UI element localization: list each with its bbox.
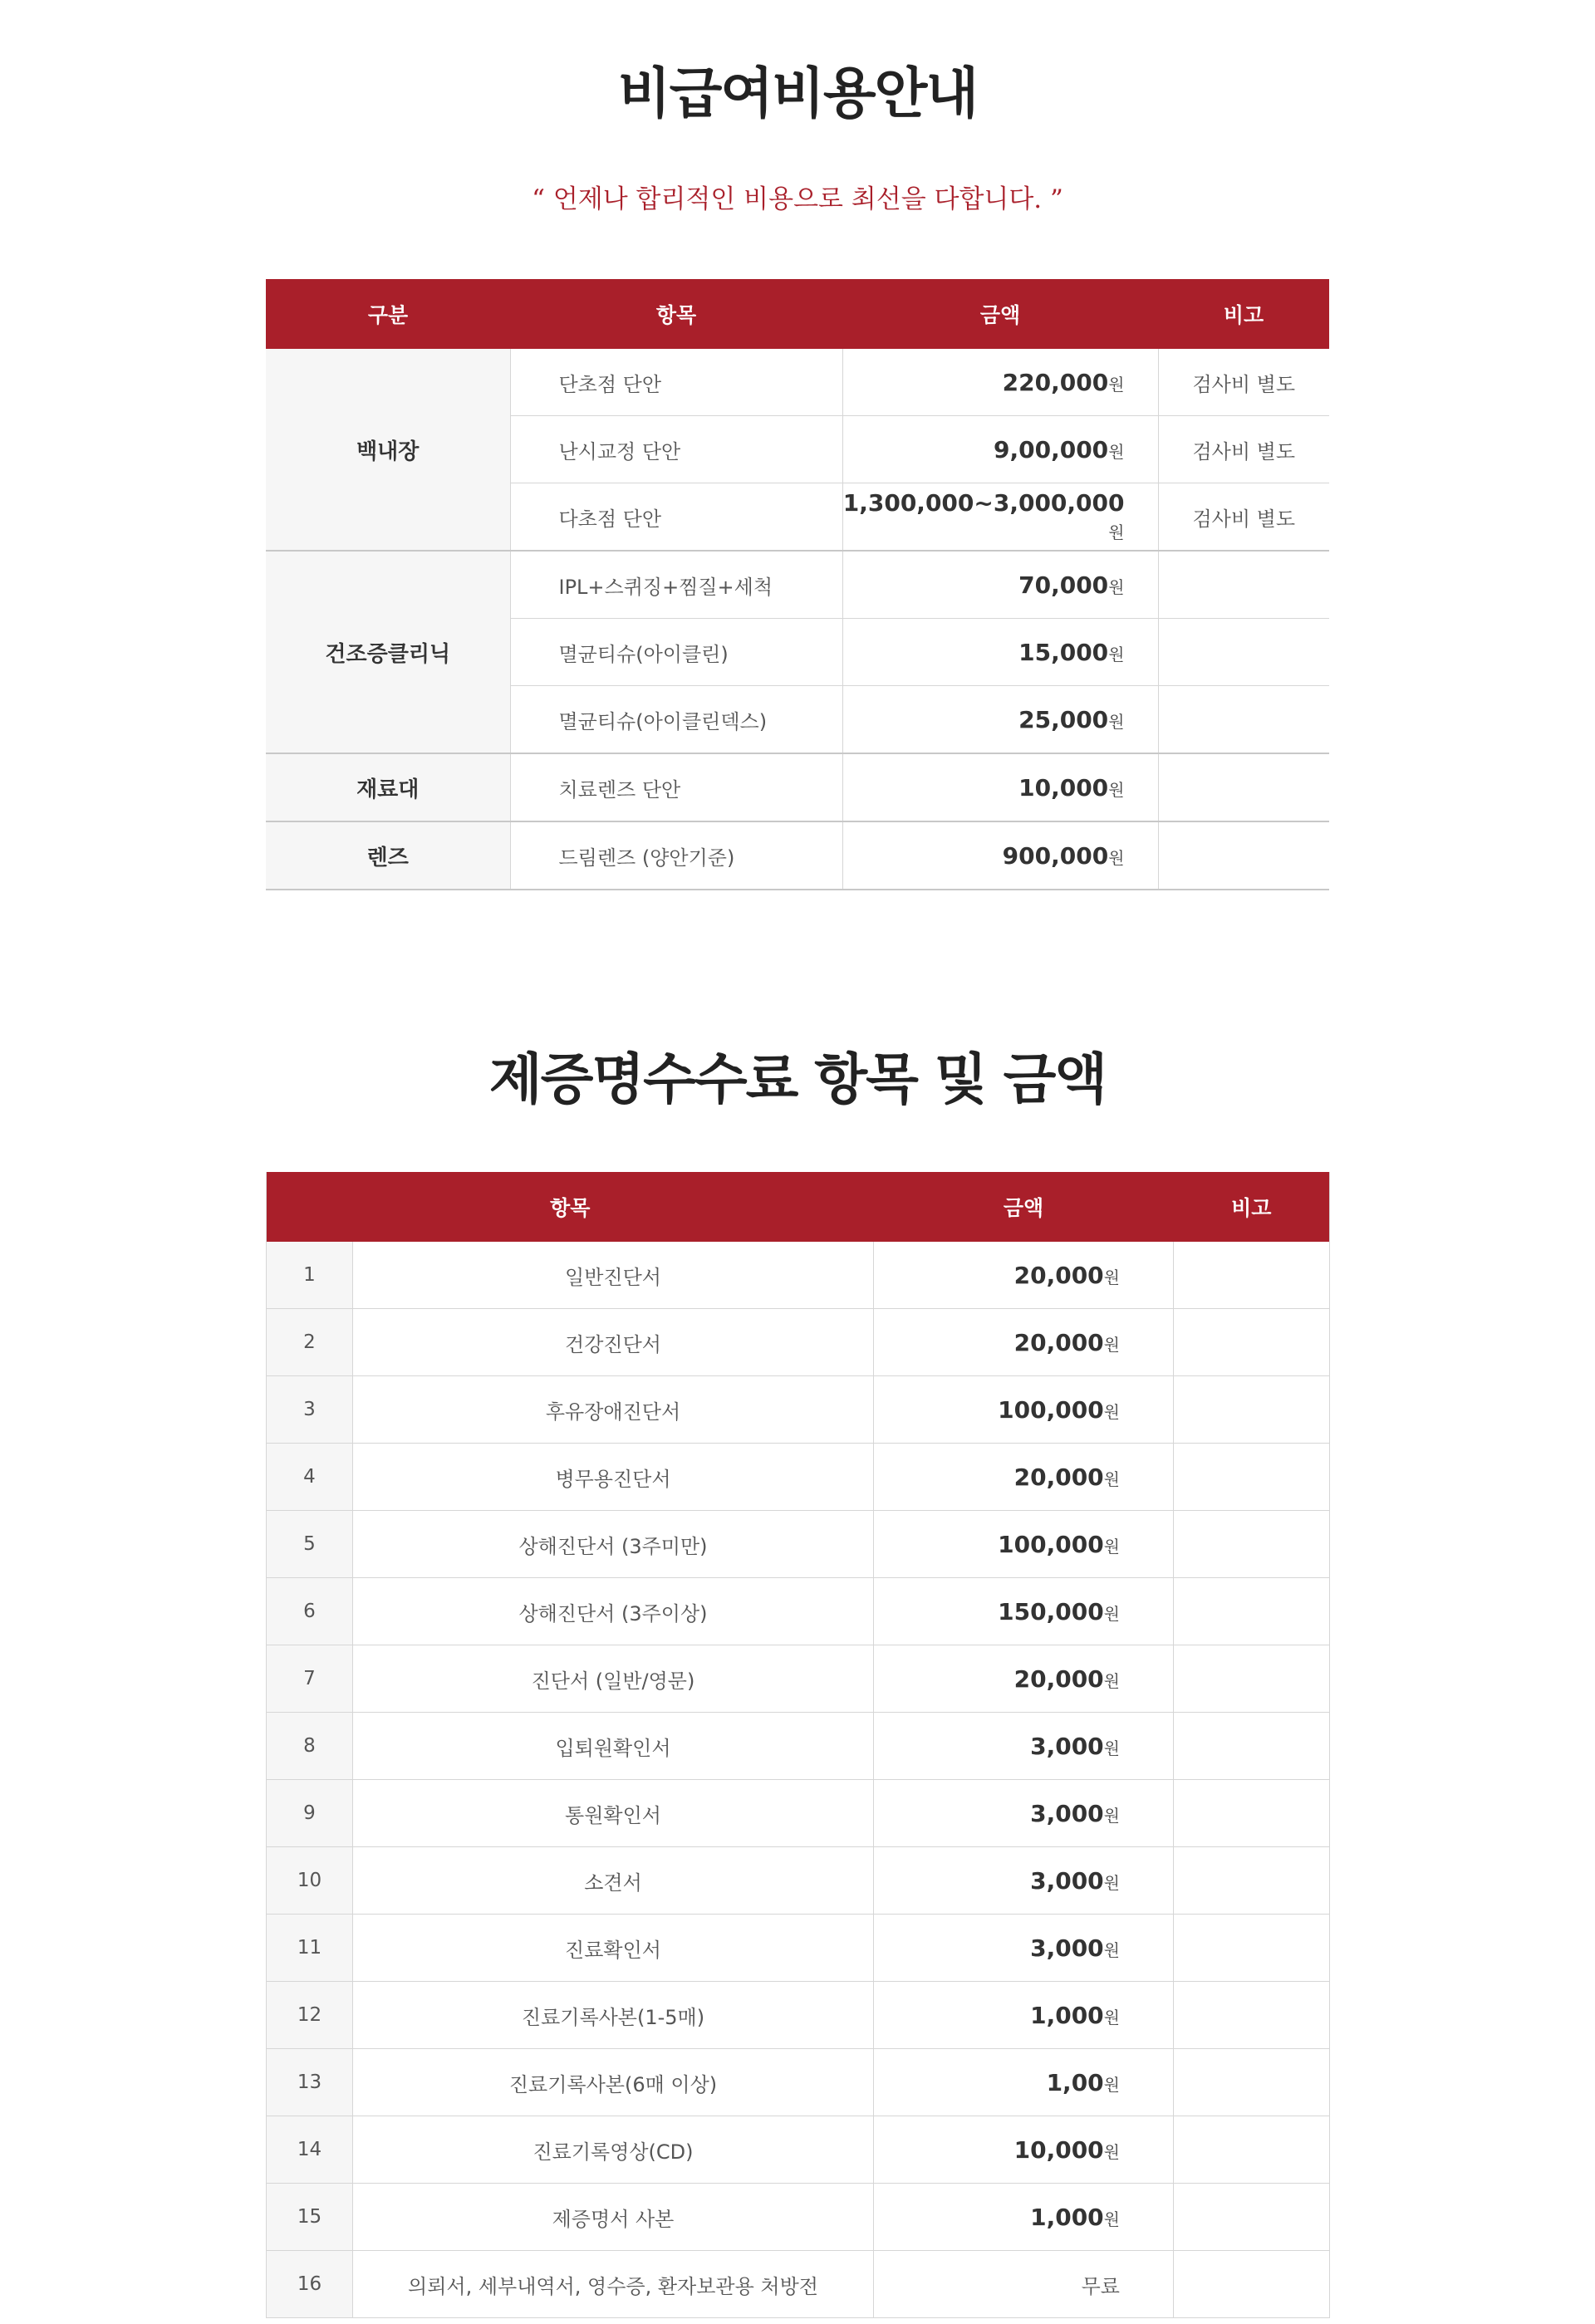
- note-cell: [1158, 821, 1329, 890]
- table-row: [267, 1713, 1330, 1780]
- amount-value: 220,000: [1002, 368, 1109, 396]
- amount-value: 15,000: [1018, 638, 1109, 666]
- table-row: [267, 1780, 1330, 1847]
- note-cell: [1174, 1780, 1330, 1847]
- amount-cell: [874, 1376, 1174, 1444]
- amount-value: 900,000: [1002, 841, 1109, 870]
- item-cell: 진료기록사본(1-5매): [353, 1982, 874, 2049]
- item-cell: 멸균티슈(아이클린덱스): [510, 686, 842, 754]
- item-cell: 진단서 (일반/영문): [353, 1645, 874, 1713]
- note-cell: [1174, 1242, 1330, 1309]
- amount-value: 3,000: [1030, 1934, 1104, 1962]
- currency-unit: 원: [1103, 2007, 1120, 2027]
- currency-unit: 원: [1108, 374, 1125, 395]
- amount-cell: [842, 821, 1158, 890]
- amount-value: 100,000: [998, 1395, 1104, 1424]
- currency-unit: 원: [1108, 779, 1125, 800]
- amount-cell: [874, 2049, 1174, 2116]
- fee-header-note: 비고: [1158, 279, 1329, 349]
- currency-unit: 원: [1103, 1536, 1120, 1557]
- note-cell: [1174, 1309, 1330, 1376]
- item-cell: 진료기록영상(CD): [353, 2116, 874, 2184]
- row-number: 3: [267, 1376, 353, 1444]
- currency-unit: 원: [1103, 1603, 1120, 1624]
- note-cell: [1174, 1376, 1330, 1444]
- table-row: [266, 753, 1329, 821]
- row-number: 15: [267, 2184, 353, 2251]
- category-cell: 백내장: [266, 349, 510, 551]
- item-cell: 진료기록사본(6매 이상): [353, 2049, 874, 2116]
- note-cell: [1174, 2184, 1330, 2251]
- currency-unit: 원: [1108, 576, 1125, 597]
- item-cell: 의뢰서, 세부내역서, 영수증, 환자보관용 처방전: [353, 2251, 874, 2318]
- amount-cell: [842, 416, 1158, 483]
- note-cell: [1174, 1578, 1330, 1645]
- amount-cell: [874, 2184, 1174, 2251]
- amount-cell: [874, 1713, 1174, 1780]
- table-row: [267, 1309, 1330, 1376]
- amount-cell: [874, 1847, 1174, 1915]
- note-cell: 검사비 별도: [1158, 349, 1329, 416]
- row-number: 11: [267, 1915, 353, 1982]
- row-number: 13: [267, 2049, 353, 2116]
- currency-unit: 원: [1103, 1805, 1120, 1826]
- table-row: [267, 1645, 1330, 1713]
- amount-value: 150,000: [998, 1597, 1104, 1625]
- table-row: [267, 1915, 1330, 1982]
- row-number: 6: [267, 1578, 353, 1645]
- amount-cell: [874, 1780, 1174, 1847]
- table-row: [267, 1511, 1330, 1578]
- item-cell: 다초점 단안: [510, 483, 842, 552]
- currency-unit: 원: [1103, 2074, 1120, 2095]
- amount-value: 3,000: [1030, 1866, 1104, 1895]
- row-number: 10: [267, 1847, 353, 1915]
- note-cell: [1174, 1847, 1330, 1915]
- item-cell: 치료렌즈 단안: [510, 753, 842, 821]
- table-row: [267, 1578, 1330, 1645]
- currency-unit: 원: [1103, 1939, 1120, 1960]
- note-cell: [1174, 1713, 1330, 1780]
- table-row: [267, 1376, 1330, 1444]
- row-number: 14: [267, 2116, 353, 2184]
- table-row: [267, 1444, 1330, 1511]
- currency-unit: 원: [1103, 2209, 1120, 2229]
- item-cell: 멸균티슈(아이클린): [510, 619, 842, 686]
- item-cell: 제증명서 사본: [353, 2184, 874, 2251]
- currency-unit: 원: [1103, 1468, 1120, 1489]
- currency-unit: 원: [1103, 1738, 1120, 1758]
- row-number: 16: [267, 2251, 353, 2318]
- fee-section-title: 비급여비용안내: [617, 61, 978, 125]
- item-cell: 소견서: [353, 1847, 874, 1915]
- item-cell: 상해진단서 (3주이상): [353, 1578, 874, 1645]
- note-cell: [1158, 551, 1329, 619]
- cert-section-title: 제증명수수료 항목 및 금액: [488, 1047, 1107, 1111]
- amount-value: 70,000: [1018, 571, 1109, 599]
- table-row: [266, 821, 1329, 890]
- item-cell: 병무용진단서: [353, 1444, 874, 1511]
- currency-unit: 원: [1103, 2141, 1120, 2162]
- table-row: [267, 1982, 1330, 2049]
- amount-value: 20,000: [1013, 1665, 1104, 1693]
- note-cell: [1158, 753, 1329, 821]
- note-cell: [1174, 1645, 1330, 1713]
- cert-header-amount: 금액: [874, 1172, 1174, 1242]
- amount-cell: [874, 1578, 1174, 1645]
- note-cell: [1174, 2251, 1330, 2318]
- item-cell: 일반진단서: [353, 1242, 874, 1309]
- amount-cell: [842, 551, 1158, 619]
- currency-unit: 원: [1108, 522, 1125, 542]
- amount-cell: [842, 753, 1158, 821]
- table-row: [267, 1242, 1330, 1309]
- fee-header-amount: 금액: [842, 279, 1158, 349]
- amount-value: 9,00,000: [994, 435, 1109, 463]
- cert-header-item: 항목: [267, 1172, 874, 1242]
- non-covered-fee-table: [266, 279, 1329, 890]
- certificate-fee-table: [266, 1172, 1330, 2318]
- amount-cell: [842, 483, 1158, 552]
- table-row: [267, 2184, 1330, 2251]
- category-cell: 재료대: [266, 753, 510, 821]
- amount-value: 1,00: [1046, 2068, 1104, 2096]
- table-row: [267, 2049, 1330, 2116]
- item-cell: 건강진단서: [353, 1309, 874, 1376]
- amount-value: 20,000: [1013, 1463, 1104, 1491]
- amount-value: 3,000: [1030, 1732, 1104, 1760]
- note-cell: 검사비 별도: [1158, 483, 1329, 552]
- currency-unit: 원: [1103, 1670, 1120, 1691]
- amount-cell: [874, 1309, 1174, 1376]
- amount-cell: [874, 2251, 1174, 2318]
- item-cell: 통원확인서: [353, 1780, 874, 1847]
- amount-cell: [874, 1645, 1174, 1713]
- table-row: [266, 349, 1329, 416]
- note-cell: [1174, 2049, 1330, 2116]
- amount-cell: [874, 1511, 1174, 1578]
- amount-cell: [874, 1915, 1174, 1982]
- row-number: 8: [267, 1713, 353, 1780]
- row-number: 2: [267, 1309, 353, 1376]
- amount-value: 3,000: [1030, 1799, 1104, 1827]
- amount-cell: [874, 2116, 1174, 2184]
- amount-cell: [842, 349, 1158, 416]
- note-cell: [1158, 619, 1329, 686]
- row-number: 1: [267, 1242, 353, 1309]
- currency-unit: 원: [1108, 711, 1125, 732]
- amount-value: 10,000: [1013, 2135, 1104, 2164]
- fee-table-header-row: [266, 279, 1329, 349]
- item-cell: 입퇴원확인서: [353, 1713, 874, 1780]
- amount-value: 1,000: [1030, 2001, 1104, 2029]
- fee-section-subtitle: “ 언제나 합리적인 비용으로 최선을 다합니다. ”: [532, 184, 1063, 214]
- item-cell: 후유장애진단서: [353, 1376, 874, 1444]
- note-cell: 검사비 별도: [1158, 416, 1329, 483]
- amount-value: 25,000: [1018, 705, 1109, 733]
- amount-cell: [842, 619, 1158, 686]
- amount-cell: [874, 1982, 1174, 2049]
- note-cell: [1174, 1982, 1330, 2049]
- amount-cell: [842, 686, 1158, 754]
- amount-value: 10,000: [1018, 773, 1109, 802]
- cert-header-note: 비고: [1174, 1172, 1330, 1242]
- table-row: [267, 2116, 1330, 2184]
- amount-value: 1,000: [1030, 2203, 1104, 2231]
- item-cell: 난시교정 단안: [510, 416, 842, 483]
- amount-value: 무료: [1081, 2274, 1120, 2298]
- amount-value: 100,000: [998, 1530, 1104, 1558]
- category-cell: 렌즈: [266, 821, 510, 890]
- row-number: 9: [267, 1780, 353, 1847]
- table-row: [267, 2251, 1330, 2318]
- currency-unit: 원: [1103, 1872, 1120, 1893]
- note-cell: [1174, 1511, 1330, 1578]
- item-cell: 진료확인서: [353, 1915, 874, 1982]
- amount-value: 20,000: [1013, 1328, 1104, 1356]
- fee-header-item: 항목: [510, 279, 842, 349]
- row-number: 12: [267, 1982, 353, 2049]
- currency-unit: 원: [1103, 1401, 1120, 1422]
- currency-unit: 원: [1108, 847, 1125, 868]
- fee-header-category: 구분: [266, 279, 510, 349]
- currency-unit: 원: [1103, 1334, 1120, 1355]
- amount-cell: [874, 1242, 1174, 1309]
- note-cell: [1174, 2116, 1330, 2184]
- note-cell: [1174, 1444, 1330, 1511]
- amount-value: 20,000: [1013, 1261, 1104, 1289]
- currency-unit: 원: [1108, 644, 1125, 664]
- table-row: [266, 551, 1329, 619]
- currency-unit: 원: [1108, 441, 1125, 462]
- cert-table-header-row: [267, 1172, 1330, 1242]
- amount-cell: [874, 1444, 1174, 1511]
- amount-value: 1,300,000~3,000,000: [842, 489, 1125, 517]
- currency-unit: 원: [1103, 1267, 1120, 1287]
- row-number: 5: [267, 1511, 353, 1578]
- table-row: [267, 1847, 1330, 1915]
- item-cell: 단초점 단안: [510, 349, 842, 416]
- note-cell: [1158, 686, 1329, 754]
- category-cell: 건조증클리닉: [266, 551, 510, 753]
- item-cell: 드림렌즈 (양안기준): [510, 821, 842, 890]
- note-cell: [1174, 1915, 1330, 1982]
- row-number: 4: [267, 1444, 353, 1511]
- item-cell: 상해진단서 (3주미만): [353, 1511, 874, 1578]
- row-number: 7: [267, 1645, 353, 1713]
- item-cell: IPL+스퀴징+찜질+세척: [510, 551, 842, 619]
